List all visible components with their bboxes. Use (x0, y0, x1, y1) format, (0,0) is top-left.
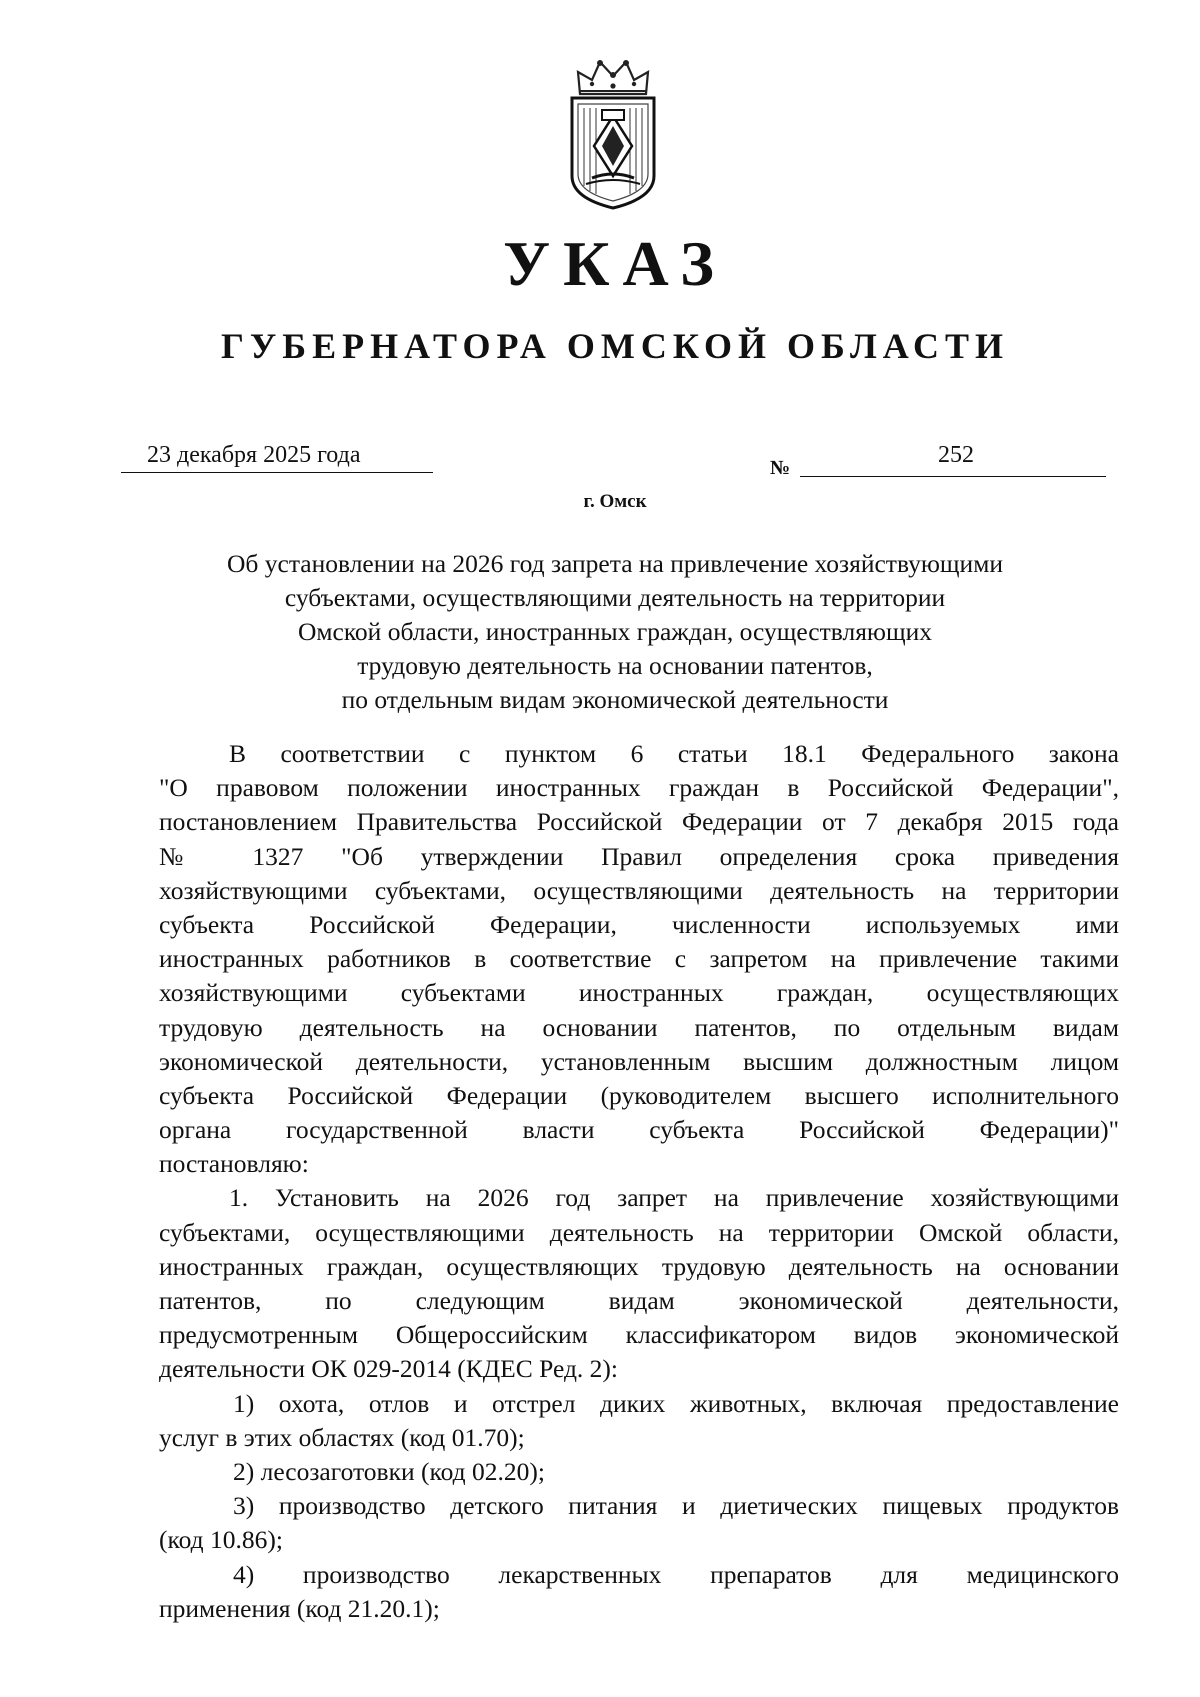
clause-1-paragraph (159, 1181, 1119, 1386)
body-line: 4) производство лекарственных препаратов для медицинского (233, 1559, 1119, 1589)
document-date: 23 декабря 2025 года (147, 442, 361, 468)
body-line: органа государственной власти субъекта Российской Федерации)" (159, 1115, 1119, 1145)
document-type-heading: УКАЗ (503, 228, 727, 299)
body-line: хозяйствующими субъектами иностранных граждан, осуществляющих (159, 978, 1119, 1008)
title-line: Об установлении на 2026 год запрета на привлечение хозяйствующими (227, 549, 1003, 578)
list-item (159, 1455, 1119, 1489)
body-line: субъекта Российской Федерации (руководителем высшего исполнительного (159, 1080, 1119, 1110)
body-line: № 1327 "Об утверждении Правил определения срока приведения (159, 841, 1119, 871)
body-line: услуг в этих областях (код 01.70); (159, 1422, 525, 1452)
document-title (150, 547, 1080, 717)
body-line: иностранных граждан, осуществляющих трудовую деятельность на основании (159, 1251, 1119, 1281)
preamble-paragraph (159, 737, 1119, 1181)
body-line: экономической деятельности, установленным высшим должностным лицом (159, 1046, 1119, 1076)
body-line: (код 10.86); (159, 1525, 283, 1555)
title-line: по отдельным видам экономической деятельности (341, 685, 889, 714)
body-line: применения (код 21.20.1); (159, 1593, 440, 1623)
body-line: 1) охота, отлов и отстрел диких животных, включая предоставление (233, 1388, 1119, 1418)
body-line: деятельности ОК 029-2014 (КДЕС Ред. 2): (159, 1354, 618, 1384)
body-line: хозяйствующими субъектами, осуществляющими деятельность на территории (159, 875, 1119, 905)
list-item (159, 1558, 1119, 1626)
title-line: трудовую деятельность на основании патентов, (357, 651, 873, 680)
title-line: Омской области, иностранных граждан, осуществляющих (297, 617, 933, 646)
document-body (159, 737, 1119, 1626)
body-line: постановлением Правительства Российской Федерации от 7 декабря 2015 года (159, 807, 1119, 837)
body-line: патентов, по следующим видам экономической деятельности, (159, 1286, 1119, 1315)
body-line: 3) производство детского питания и диетических пищевых продуктов (233, 1491, 1119, 1521)
issuing-city: г. Омск (583, 491, 647, 512)
list-item (159, 1489, 1119, 1557)
omsk-coat-of-arms-emblem (562, 58, 664, 210)
body-line: В соответствии с пунктом 6 статьи 18.1 Федерального закона (229, 739, 1119, 768)
activity-list (159, 1387, 1119, 1626)
body-line: иностранных работников в соответствие с запретом на привлечение такими (159, 944, 1119, 974)
list-item (159, 1387, 1119, 1455)
body-line: трудовую деятельность на основании патентов, по отдельным видам (159, 1012, 1119, 1042)
title-line: субъектами, осуществляющими деятельность на территории (284, 583, 946, 612)
body-line: постановляю: (159, 1149, 309, 1179)
number-underline (800, 476, 1106, 477)
body-line: "О правовом положении иностранных граждан в Российской Федерации", (159, 773, 1119, 803)
number-sign: № (770, 457, 791, 479)
body-line: 2) лесозаготовки (код 02.20); (233, 1456, 545, 1486)
body-line: 1. Установить на 2026 год запрет на привлечение хозяйствующими (229, 1183, 1119, 1213)
body-line: предусмотренным Общероссийским классификатором видов экономической (159, 1320, 1119, 1350)
date-underline (121, 472, 433, 473)
body-line: субъектами, осуществляющими деятельность на территории Омской области, (159, 1217, 1119, 1247)
body-line: субъекта Российской Федерации, численности используемых ими (159, 909, 1119, 939)
issuer-heading: ГУБЕРНАТОРА ОМСКОЙ ОБЛАСТИ (220, 326, 1010, 366)
document-number: 252 (938, 442, 974, 468)
